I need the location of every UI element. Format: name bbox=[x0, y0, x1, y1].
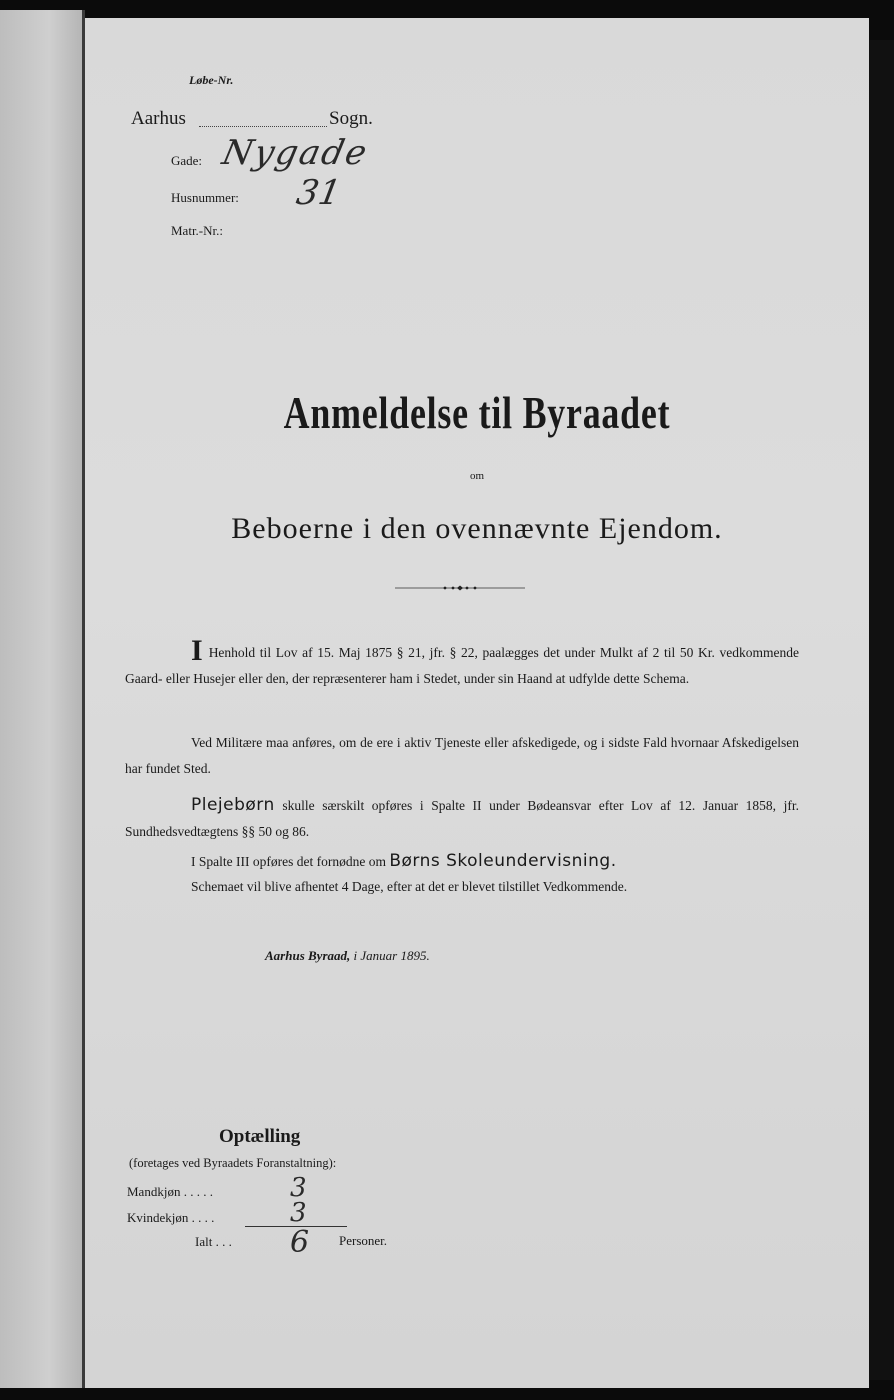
plejeborn-emphasis: Plejebørn bbox=[191, 795, 275, 815]
signature-line bbox=[265, 948, 430, 964]
skoleundervisning-emphasis: Børns Skoleundervisning. bbox=[389, 851, 617, 871]
sogn-dotted-line bbox=[199, 126, 327, 127]
paragraph-2: Ved Militære maa anføres, om de ere i aktiv Tjeneste eller afskedigede, og i sidste Fald hvornaar Afskedigelsen har fundet Sted. bbox=[125, 735, 799, 776]
paragraph-3 bbox=[125, 792, 799, 845]
signature-name: Aarhus Byraad, bbox=[265, 948, 351, 963]
personer-label: Personer. bbox=[339, 1233, 388, 1248]
drop-cap: I bbox=[191, 634, 203, 667]
mandkjon-label: Mandkjøn . . . . . bbox=[127, 1184, 213, 1199]
husnummer-handwritten-value: 31 bbox=[293, 173, 344, 213]
ornament-divider bbox=[395, 585, 525, 591]
matr-nr-label: Matr.-Nr.: bbox=[171, 223, 223, 238]
ialt-label: Ialt . . . bbox=[195, 1234, 232, 1249]
gade-handwritten-value: Nygade bbox=[218, 133, 373, 173]
count-title: Optælling bbox=[219, 1126, 301, 1147]
paragraph-1-text: Henhold til Lov af 15. Maj 1875 § 21, jfr. § 22, paalægges det under Mulkt af 2 til 50 Kr. vedkommende Gaard- eller Husejer eller den, der repræsenterer ham i Stedet, under sin Haand at udfylde dette Schema. bbox=[125, 645, 799, 686]
kvindekjon-value: 3 bbox=[290, 1198, 307, 1228]
city-label: Aarhus bbox=[131, 108, 186, 129]
loebe-nr-label: Løbe-Nr. bbox=[189, 73, 234, 87]
paragraph-4-text: I Spalte III opføres det fornødne om bbox=[191, 854, 386, 869]
paragraph-3-text: skulle særskilt opføres i Spalte II under Bødeansvar efter Lov af 12. Januar 1858, jfr. Sundhedsvedtægtens §§ 50 og 86. bbox=[125, 798, 800, 839]
right-background-edge bbox=[869, 40, 894, 1380]
paragraph-5: Schemaet vil blive afhentet 4 Dage, efter at det er blevet tilstillet Vedkommende. bbox=[191, 879, 628, 894]
count-subtitle: (foretages ved Byraadets Foranstaltning): bbox=[129, 1156, 337, 1170]
gade-label: Gade: bbox=[171, 153, 203, 168]
signature-date: i Januar 1895. bbox=[353, 948, 430, 963]
husnummer-label: Husnummer: bbox=[171, 190, 239, 205]
document-page bbox=[85, 18, 869, 1388]
kvindekjon-label: Kvindekjøn . . . . bbox=[127, 1210, 215, 1225]
mandkjon-value: 3 bbox=[290, 1173, 307, 1203]
document-title: Anmeldelse til Byraadet bbox=[283, 387, 671, 438]
left-page-edge bbox=[0, 10, 85, 1388]
paragraph-4 bbox=[125, 848, 799, 875]
sogn-label: Sogn. bbox=[329, 108, 373, 129]
paragraph-1 bbox=[125, 634, 799, 692]
document-subtitle: Beboerne i den ovennævnte Ejendom. bbox=[231, 512, 723, 545]
title-connector: om bbox=[469, 470, 485, 482]
ialt-value: 6 bbox=[290, 1225, 310, 1260]
